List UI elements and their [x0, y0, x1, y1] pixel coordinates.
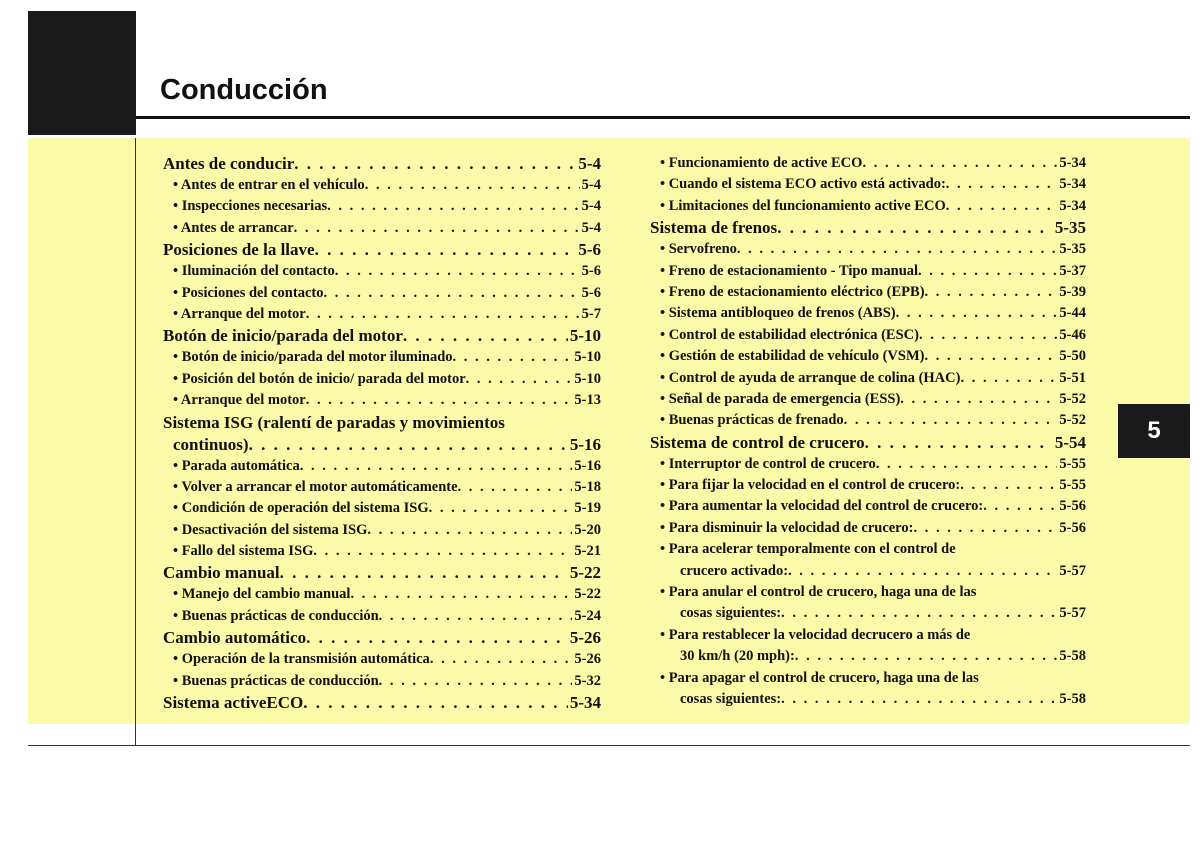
toc-subentry[interactable]: • Para fijar la velocidad en el control de crucero: . . . 5-55 — [650, 475, 1086, 496]
toc-subentry[interactable]: • Antes de entrar en el vehículo . . . 5-4 — [163, 175, 601, 196]
toc-subentry[interactable]: • Freno de estacionamiento - Tipo manual . . . 5-37 — [650, 261, 1086, 282]
toc-subentry[interactable]: • Posición del botón de inicio/ parada del motor . . . 5-10 — [163, 369, 601, 390]
page-title: Conducción — [160, 74, 328, 106]
toc-heading-line[interactable]: Sistema ISG (ralentí de paradas y movimientos — [163, 412, 505, 432]
toc-subentry[interactable]: • Sistema antibloqueo de frenos (ABS) . . . 5-44 — [650, 303, 1086, 324]
toc-subentry[interactable]: • Operación de la transmisión automática . . . 5-26 — [163, 649, 601, 670]
toc-subentry[interactable]: • Desactivación del sistema ISG . . . 5-20 — [163, 520, 601, 541]
toc-subentry[interactable]: crucero activado: . . . 5-57 — [650, 561, 1086, 582]
toc-heading[interactable]: Sistema activeECO . . . 5-34 — [163, 692, 601, 714]
toc-subentry[interactable]: • Posiciones del contacto . . . 5-6 — [163, 283, 601, 304]
toc-column-right — [650, 153, 1086, 710]
chapter-header-block — [28, 11, 136, 135]
toc-subentry[interactable]: • Señal de parada de emergencia (ESS) . . . 5-52 — [650, 389, 1086, 410]
toc-subentry[interactable]: 30 km/h (20 mph): . . . 5-58 — [650, 646, 1086, 667]
title-underline — [136, 116, 1190, 119]
toc-subentry[interactable]: • Para disminuir la velocidad de crucero: . . . 5-56 — [650, 518, 1086, 539]
toc-subentry-line[interactable]: • Para restablecer la velocidad decrucero a más de — [660, 626, 971, 643]
toc-subentry[interactable]: • Antes de arrancar . . . 5-4 — [163, 218, 601, 239]
toc-subentry[interactable]: • Funcionamiento de active ECO . . . 5-34 — [650, 153, 1086, 174]
chapter-tab: 5 — [1118, 404, 1190, 458]
toc-subentry[interactable]: • Arranque del motor . . . 5-13 — [163, 390, 601, 411]
toc-subentry[interactable]: • Interruptor de control de crucero . . . 5-55 — [650, 454, 1086, 475]
toc-subentry[interactable]: • Iluminación del contacto . . . 5-6 — [163, 261, 601, 282]
toc-subentry-line[interactable]: • Para apagar el control de crucero, haga una de las — [660, 669, 979, 686]
toc-subentry[interactable]: • Volver a arrancar el motor automáticamente . . . 5-18 — [163, 477, 601, 498]
toc-subentry[interactable]: • Buenas prácticas de conducción . . . 5-24 — [163, 606, 601, 627]
toc-subentry-line[interactable]: • Para acelerar temporalmente con el control de — [660, 541, 956, 558]
toc-heading[interactable]: Sistema de control de crucero . . . 5-54 — [650, 432, 1086, 454]
toc-subentry[interactable]: • Freno de estacionamiento eléctrico (EPB) . . . 5-39 — [650, 282, 1086, 303]
toc-subentry-line[interactable]: • Para anular el control de crucero, haga una de las — [660, 584, 977, 601]
toc-subentry[interactable]: • Cuando el sistema ECO activo está activado: . . . 5-34 — [650, 174, 1086, 195]
toc-subentry[interactable]: • Fallo del sistema ISG . . . 5-21 — [163, 541, 601, 562]
toc-heading[interactable]: Cambio automático . . . 5-26 — [163, 627, 601, 649]
toc-subentry[interactable]: • Control de estabilidad electrónica (ESC) . . . 5-46 — [650, 325, 1086, 346]
toc-heading[interactable]: Posiciones de la llave . . . 5-6 — [163, 239, 601, 261]
toc-column-left — [163, 153, 601, 714]
toc-subentry[interactable]: • Condición de operación del sistema ISG . . . 5-19 — [163, 498, 601, 519]
toc-heading[interactable]: Botón de inicio/parada del motor . . . 5-10 — [163, 325, 601, 347]
toc-subentry[interactable]: • Limitaciones del funcionamiento active ECO . . . 5-34 — [650, 196, 1086, 217]
toc-subentry[interactable]: • Servofreno . . . 5-35 — [650, 239, 1086, 260]
toc-subentry[interactable]: • Parada automática . . . 5-16 — [163, 456, 601, 477]
toc-subentry[interactable]: • Buenas prácticas de conducción . . . 5-32 — [163, 671, 601, 692]
toc-subentry[interactable]: • Control de ayuda de arranque de colina (HAC) . . . 5-51 — [650, 368, 1086, 389]
toc-subentry[interactable]: cosas siguientes: . . . 5-58 — [650, 689, 1086, 710]
toc-subentry[interactable]: • Inspecciones necesarias . . . 5-4 — [163, 196, 601, 217]
toc-subentry[interactable]: • Manejo del cambio manual . . . 5-22 — [163, 584, 601, 605]
toc-subentry[interactable]: • Buenas prácticas de frenado . . . 5-52 — [650, 410, 1086, 431]
toc-heading[interactable]: Sistema de frenos . . . 5-35 — [650, 217, 1086, 239]
toc-subentry[interactable]: • Gestión de estabilidad de vehículo (VSM) . . . 5-50 — [650, 346, 1086, 367]
toc-subentry[interactable]: • Para aumentar la velocidad del control de crucero: . . . 5-56 — [650, 496, 1086, 517]
toc-heading[interactable]: Cambio manual . . . 5-22 — [163, 562, 601, 584]
toc-subentry[interactable]: cosas siguientes: . . . 5-57 — [650, 603, 1086, 624]
toc-heading[interactable]: Antes de conducir . . . 5-4 — [163, 153, 601, 175]
toc-subentry[interactable]: • Arranque del motor . . . 5-7 — [163, 304, 601, 325]
toc-heading[interactable]: continuos) . . . 5-16 — [163, 434, 601, 456]
footer-rule — [28, 745, 1190, 746]
toc-subentry[interactable]: • Botón de inicio/parada del motor iluminado . . . 5-10 — [163, 347, 601, 368]
margin-line — [135, 138, 136, 746]
